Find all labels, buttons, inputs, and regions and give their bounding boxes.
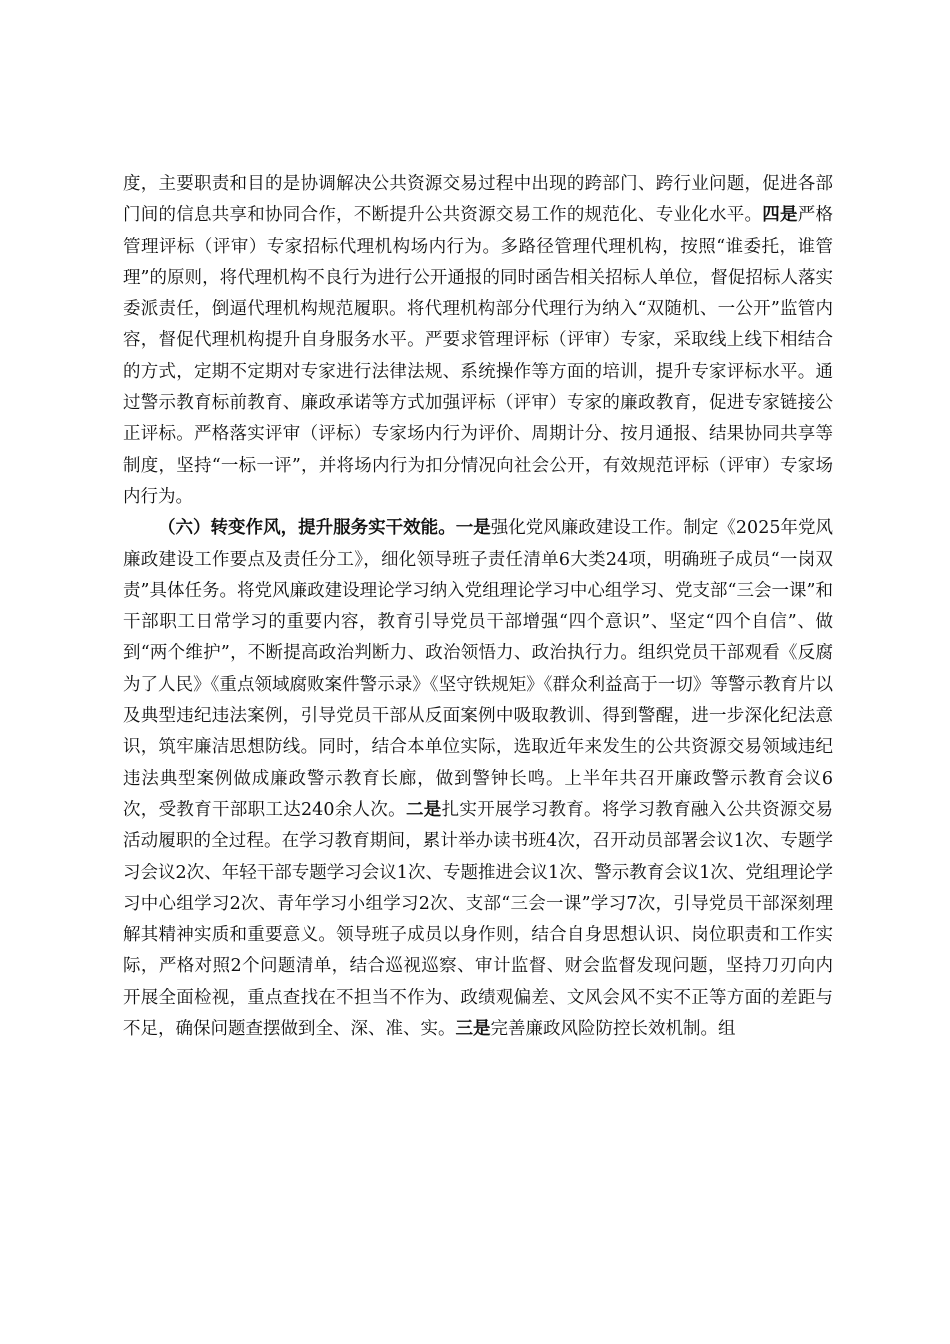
bold-lead-label: 二是 bbox=[405, 799, 442, 820]
paragraph-expert-management bbox=[123, 169, 833, 513]
bold-lead-label: 三是 bbox=[455, 1019, 491, 1040]
paragraph-text: 强化党风廉政建设工作。制定《2025年党风廉政建设工作要点及责任分工》，细化领导班子责任清单6大类24项，明确班子成员“一岗双责”具体任务。将党风廉政建设理论学习纳入党组理论学习中心组学习、党支部“三会一课”和干部职工日常学习的重要内容，教育引导党员干部增强“四个意识”、坚定“四个自信”、做到“两个维护”，不断提高政治判断力、政治领悟力、政治执行力。组织党员干部观看《反腐为了人民》《重点领域腐败案件警示录》《坚守铁规矩》《群众利益高于一切》等警示教育片以及典型违纪违法案例，引导党员干部从反面案例中吸取教训、得到警醒，进一步深化纪法意识，筑牢廉洁思想防线。同时，结合本单位实际，选取近年来发生的公共资源交易领域违纪违法典型案例做成廉政警示教育长廊，做到警钟长鸣。上半年共召开廉政警示教育会议6次，受教育干部职工达240余人次。 bbox=[123, 518, 833, 820]
section-heading: （六）转变作风，提升服务实干效能。一是 bbox=[158, 518, 491, 539]
bold-lead-label: 四是 bbox=[762, 205, 798, 226]
paragraph-text: 扎实开展学习教育。将学习教育融入公共资源交易活动履职的全过程。在学习教育期间，累计举办读书班4次，召开动员部署会议1次、专题学习会议2次、年轻干部专题学习会议1次、专题推进会议1次、警示教育会议1次、党组理论学习中心组学习2次、青年学习小组学习2次、支部“三会一课”学习7次，引导党员干部深刻理解其精神实质和重要意义。领导班子成员以身作则，结合自身思想认识、岗位职责和工作实际，严格对照2个问题清单，结合巡视巡察、审计监督、财会监督发现问题，坚持刀刃向内开展全面检视，重点查找在不担当不作为、政绩观偏差、文风会风不实不正等方面的差距与不足，确保问题查摆做到全、深、准、实。 bbox=[123, 799, 834, 1040]
paragraph-text: 严格管理评标（评审）专家招标代理机构场内行为。多路径管理代理机构，按照“谁委托，谁管理”的原则，将代理机构不良行为进行公开通报的同时函告相关招标人单位，督促招标人落实委派责任，倒逼代理机构规范履职。将代理机构部分代理行为纳入“双随机、一公开”监管内容，督促代理机构提升自身服务水平。严要求管理评标（评审）专家，采取线上线下相结合的方式，定期不定期对专家进行法律法规、系统操作等方面的培训，提升专家评标水平。通过警示教育标前教育、廉政承诺等方式加强评标（评审）专家的廉政教育，促进专家链接公正评标。严格落实评审（评标）专家场内行为评价、周期计分、按月通报、结果协同共享等制度，坚持“一标一评”，并将场内行为扣分情况向社会公开，有效规范评标（评审）专家场内行为。 bbox=[123, 205, 834, 507]
document-page bbox=[123, 169, 833, 1045]
paragraph-text: 完善廉政风险防控长效机制。组 bbox=[490, 1019, 736, 1040]
paragraph-text: 度，主要职责和目的是协调解决公共资源交易过程中出现的跨部门、跨行业问题，促进各部门间的信息共享和协同合作，不断提升公共资源交易工作的规范化、专业化水平。 bbox=[123, 174, 833, 226]
paragraph-section-six bbox=[123, 513, 833, 1045]
